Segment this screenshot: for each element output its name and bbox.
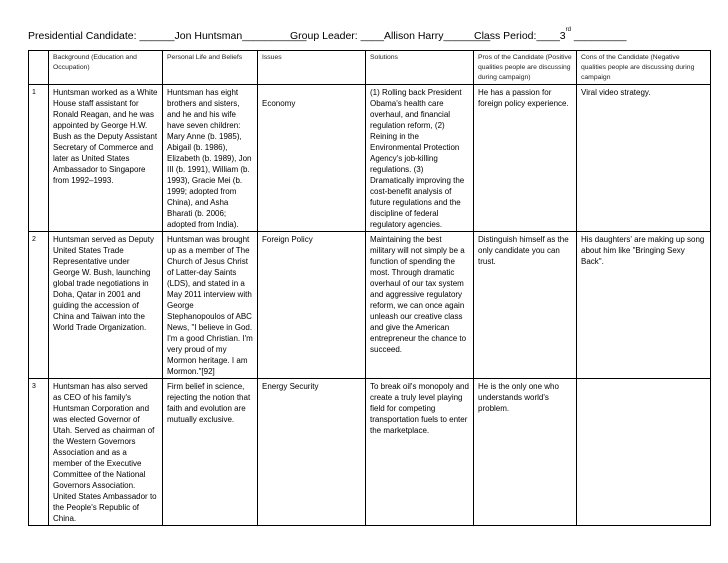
class-period-field bbox=[474, 27, 627, 42]
solutions-cell: Maintaining the best military will not simply be a function of spending the most. Through dramatic overhaul of our tax system and aggressive regulatory reform, we can once again unleash our creative class and give the American entrepreneur the chance to succeed. bbox=[366, 232, 474, 379]
header-background: Background (Education and Occupation) bbox=[49, 51, 163, 85]
class-period-prefix: Class Period:____3 bbox=[474, 30, 566, 42]
header-personal-life: Personal Life and Beliefs bbox=[163, 51, 258, 85]
issue-cell bbox=[258, 85, 366, 232]
issue-cell: Foreign Policy bbox=[258, 232, 366, 379]
header-cell-number bbox=[29, 51, 49, 85]
table-header-row bbox=[29, 51, 711, 85]
table-row bbox=[29, 379, 711, 526]
pros-cell: Distinguish himself as the only candidate you can trust. bbox=[474, 232, 577, 379]
row-number: 2 bbox=[29, 232, 49, 379]
issue-cell: Energy Security bbox=[258, 379, 366, 526]
background-cell: Huntsman served as Deputy United States Trade Representative under George W. Bush, launching global trade negotiations in Doha, Qatar in 2001 and guiding the accession of China and Taiwan into the World Trade Organization. bbox=[49, 232, 163, 379]
candidate-table bbox=[28, 50, 711, 526]
solutions-cell: (1) Rolling back President Obama's health care overhaul, and financial regulation reform, (2) Reining in the Environmental Protection Agency's job-killing regulations. (3) Dramatically improving the cost-benefit analysis of future regulations and the discipline of federal regulatory agencies. bbox=[366, 85, 474, 232]
issue-text: Economy bbox=[262, 99, 296, 108]
personal-cell: Huntsman was brought up as a member of The Church of Jesus Christ of Latter-day Saints (LDS), and stated in a May 2011 interview with George Stephanopoulos of ABC News, "I believe in God. I'm a good Christian. I'm very proud of my Mormon heritage. I am Mormon."[92] bbox=[163, 232, 258, 379]
header-cons: Cons of the Candidate (Negative qualities people are discussing during campaign bbox=[577, 51, 711, 85]
pros-cell: He is the only one who understands world's problem. bbox=[474, 379, 577, 526]
cons-cell: Viral video strategy. bbox=[577, 85, 711, 232]
background-cell: Huntsman worked as a White House staff assistant for Ronald Reagan, and he was appointed by George H.W. Bush as the Deputy Assistant Secretary of Commerce and later as United States Ambassador to Singapore from 1992–1993. bbox=[49, 85, 163, 232]
header-solutions: Solutions bbox=[366, 51, 474, 85]
solutions-cell: To break oil's monopoly and create a truly level playing field for competing transportation fuels to enter the marketplace. bbox=[366, 379, 474, 526]
background-cell: Huntsman has also served as CEO of his family's Huntsman Corporation and was elected Governor of Utah. Served as chairman of the Western Governors Association and as a member of the Executive Committee of the National Governors Association. United States Ambassador to the People's Republic of China. bbox=[49, 379, 163, 526]
personal-cell: Huntsman has eight brothers and sisters, and he and his wife have seven children: Mary Anne (b. 1985), Abigail (b. 1986), Elizabeth (b. 1989), Jon III (b. 1991), William (b. 1993), Gracie Mei (b. 1999; adopted from China), and Asha Bharati (b. 2006; adopted from India). bbox=[163, 85, 258, 232]
cons-cell bbox=[577, 379, 711, 526]
group-leader-field: Group Leader: ____Allison Harry________ bbox=[290, 30, 491, 42]
header-issues: Issues bbox=[258, 51, 366, 85]
personal-cell: Firm belief in science, rejecting the notion that faith and evolution are mutually exclusive. bbox=[163, 379, 258, 526]
header-pros: Pros of the Candidate (Positive qualities people are discussing during campaign) bbox=[474, 51, 577, 85]
pros-cell: He has a passion for foreign policy experience. bbox=[474, 85, 577, 232]
row-number: 1 bbox=[29, 85, 49, 232]
class-period-superscript: rd bbox=[565, 27, 571, 33]
cons-cell: His daughters' are making up song about him like "Bringing Sexy Back". bbox=[577, 232, 711, 379]
row-number: 3 bbox=[29, 379, 49, 526]
candidate-field: Presidential Candidate: ______Jon Huntsman___________ bbox=[28, 30, 307, 42]
table-row bbox=[29, 85, 711, 232]
table-row bbox=[29, 232, 711, 379]
class-period-suffix: _________ bbox=[570, 30, 627, 42]
